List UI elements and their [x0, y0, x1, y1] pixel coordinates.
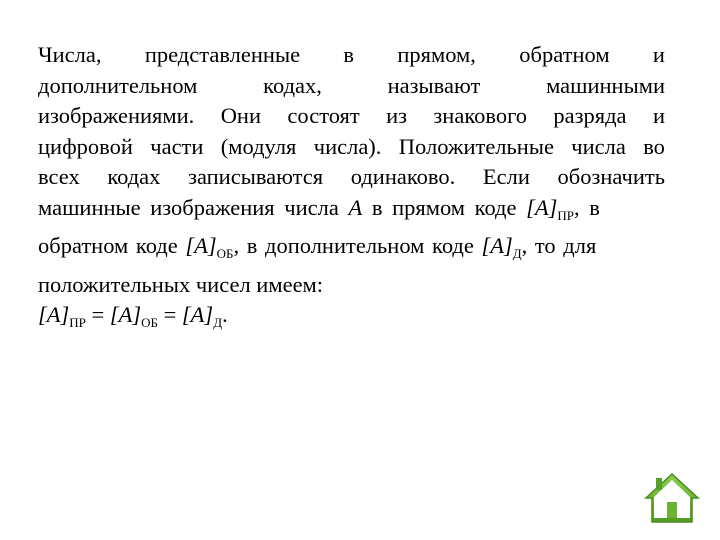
- home-button[interactable]: [643, 472, 701, 524]
- line-2: [38, 71, 665, 102]
- word: Если: [482, 164, 530, 189]
- word: прямом,: [397, 42, 476, 67]
- word: знакового: [433, 103, 528, 128]
- word: части: [150, 133, 204, 159]
- notation-bracket: [A]: [38, 302, 70, 327]
- word: обозначить: [557, 164, 665, 189]
- notation-bracket: [A]: [109, 302, 142, 327]
- word: представленные: [144, 42, 301, 67]
- word: числа).: [313, 133, 382, 159]
- subscript: ПР: [557, 207, 574, 223]
- notation-a-ob: [185, 233, 234, 261]
- word: во: [643, 133, 665, 159]
- notation-bracket: [A]: [526, 194, 558, 220]
- paragraph: [38, 40, 665, 339]
- word: записываются: [188, 164, 324, 189]
- subscript: ОБ: [141, 315, 158, 330]
- word: цифровой: [38, 133, 133, 159]
- text-run: обратном коде: [38, 233, 186, 258]
- word: кодах,: [263, 72, 322, 98]
- subscript: Д: [512, 246, 522, 261]
- word: и: [652, 103, 665, 128]
- word: изображениями.: [38, 103, 195, 128]
- text-run: , в: [574, 194, 600, 220]
- text-run: в прямом коде: [362, 194, 527, 220]
- notation-bracket: [A]: [481, 233, 513, 258]
- line-1: [38, 40, 665, 71]
- word: называют: [387, 72, 481, 98]
- text-run: , в дополнительном коде: [233, 233, 482, 258]
- word: состоят: [287, 103, 360, 128]
- subscript: ОБ: [216, 246, 234, 261]
- word: числа: [571, 133, 626, 159]
- notation-bracket: [A]: [185, 233, 217, 258]
- word: кодах: [107, 164, 161, 189]
- line-8: положительных чисел имеем:: [38, 271, 324, 297]
- word: (модуля: [220, 133, 297, 159]
- line-4: [38, 132, 665, 163]
- subscript: ПР: [69, 315, 86, 330]
- word: дополнительном: [38, 72, 198, 98]
- line-5: [38, 162, 665, 193]
- notation-a-pr: [526, 194, 574, 223]
- line-6: [38, 193, 665, 232]
- line-3: [38, 101, 665, 132]
- word: Положительные: [398, 133, 554, 159]
- line-7: [38, 231, 665, 270]
- word: Числа,: [38, 42, 102, 67]
- word: и: [652, 42, 665, 67]
- text-run: , то для: [521, 233, 597, 258]
- period: .: [222, 302, 228, 327]
- word: Они: [220, 103, 262, 128]
- formula-line: [38, 300, 665, 339]
- word: обратном: [519, 42, 610, 67]
- text-run: машинные изображения числа: [38, 194, 349, 220]
- equals-sign: =: [157, 302, 182, 327]
- notation-a-d: [481, 233, 522, 261]
- word: разряда: [553, 103, 627, 128]
- word: из: [386, 103, 408, 128]
- word: всех: [38, 164, 80, 189]
- word: машинными: [546, 72, 665, 98]
- notation-bracket: [A]: [181, 302, 214, 327]
- word: одинаково.: [350, 164, 456, 189]
- subscript: Д: [213, 315, 223, 330]
- equals-sign: =: [85, 302, 110, 327]
- variable-a: A: [348, 194, 363, 220]
- home-icon: [643, 472, 701, 524]
- word: в: [343, 42, 355, 67]
